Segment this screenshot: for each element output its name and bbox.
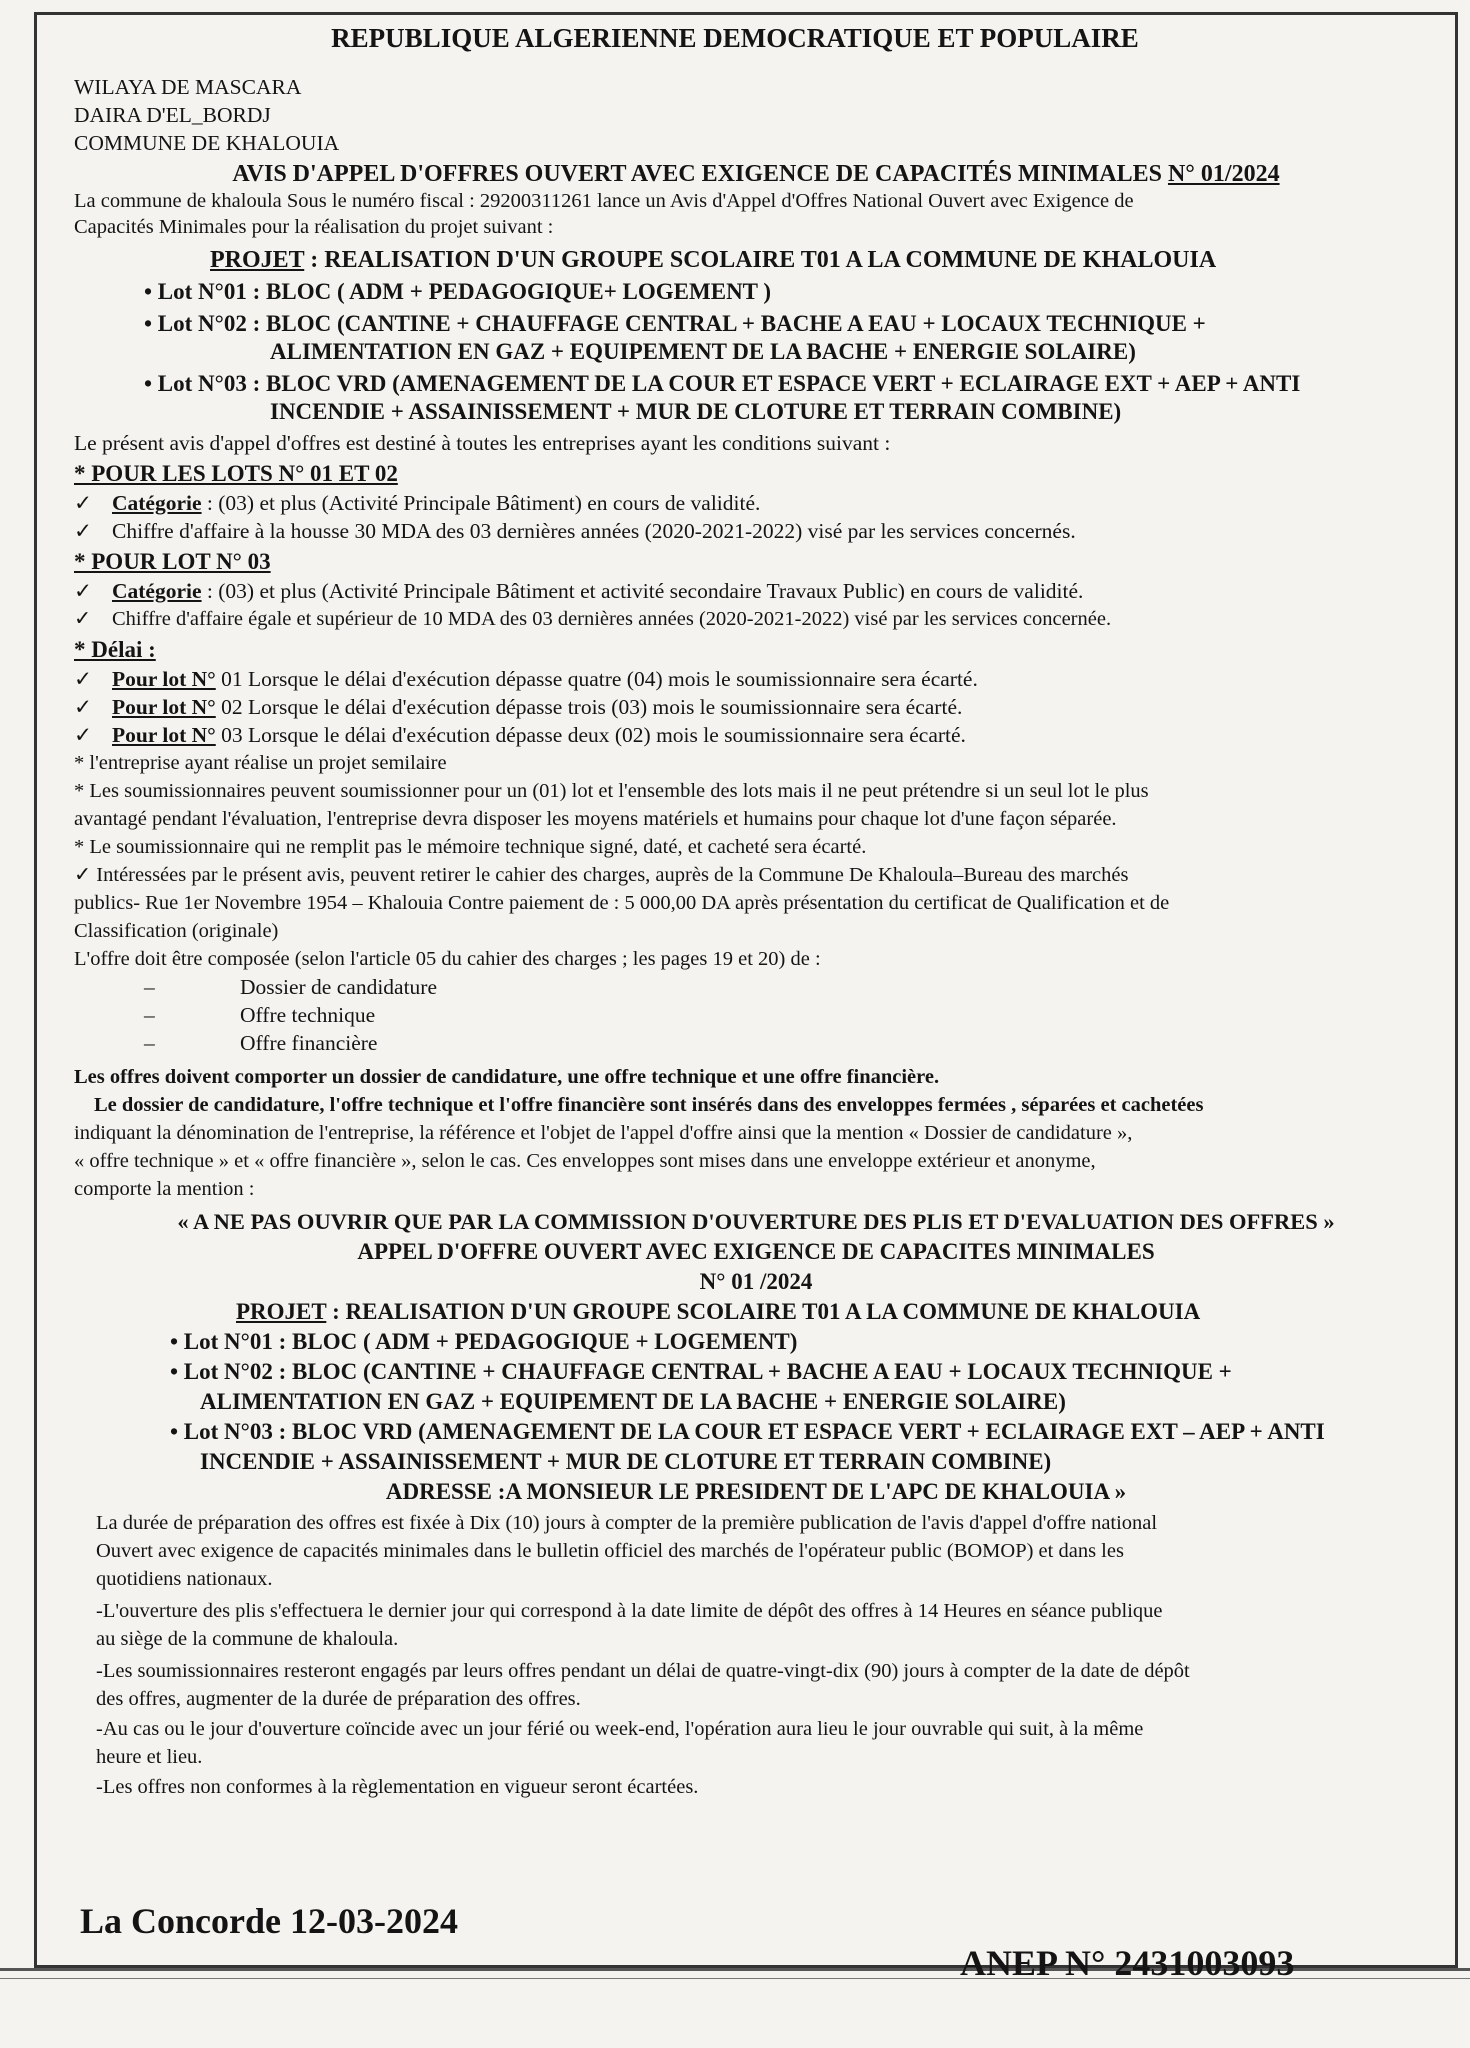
check-icon: ✓ [74,519,93,543]
lot-1: • Lot N°01 : BLOC ( ADM + PEDAGOGIQUE+ LOGEMENT ) [144,279,772,304]
envelope-line-3: N° 01 /2024 [699,1269,813,1294]
delai-item [74,722,1438,749]
offer-part-label: Dossier de candidature [240,975,438,999]
dash: – [144,975,155,999]
closing-line: -Les offres non conformes à la règlementation en vigueur seront écartées. [96,1776,699,1798]
delai-text: 03 Lorsque le délai d'exécution dépasse deux (02) mois le soumissionnaire sera écarté. [215,723,966,747]
delai-label: Pour lot N° [112,695,216,719]
category-label: Catégorie [112,579,202,603]
closing-line: -Au cas ou le jour d'ouverture coïncide avec un jour férié ou week-end, l'opération aura lieu le jour ouvrable qui suit, à la même [96,1718,1144,1740]
note: * Les soumissionnaires peuvent soumissionner pour un (01) lot et l'ensemble des lots mais il ne peut prétendre si un seul lot le plus [74,780,1149,802]
envelope-line-2: APPEL D'OFFRE OUVERT AVEC EXIGENCE DE CAPACITES MINIMALES [357,1239,1155,1264]
body-line: indiquant la dénomination de l'entreprise, la référence et l'objet de l'appel d'offre ainsi que la mention « Dossier de candidature », [74,1122,1133,1144]
condition-text: : (03) et plus (Activité Principale Bâtiment et activité secondaire Travaux Public) en cours de validité. [201,579,1084,603]
envelope-lot: • Lot N°02 : BLOC (CANTINE + CHAUFFAGE CENTRAL + BACHE A EAU + LOCAUX TECHNIQUE + [170,1359,1232,1384]
body-line: Les offres doivent comporter un dossier de candidature, une offre technique et une offre financière. [74,1066,940,1088]
check-icon: ✓ [74,723,93,747]
lot3-item [74,606,1438,633]
wilaya: WILAYA DE MASCARA [74,75,302,99]
offer-part [74,1002,1438,1029]
closing-line: Ouvert avec exigence de capacités minimales dans le bulletin officiel des marchés de l'opérateur public (BOMOP) et dans les [96,1540,1124,1562]
check-icon: ✓ [74,579,93,603]
condition-text: Chiffre d'affaire à la housse 30 MDA des 03 dernières années (2020-2021-2022) visé par les services concernés. [112,519,1076,543]
lot-2: • Lot N°02 : BLOC (CANTINE + CHAUFFAGE CENTRAL + BACHE A EAU + LOCAUX TECHNIQUE + [144,311,1206,336]
note: L'offre doit être composée (selon l'article 05 du cahier des charges ; les pages 19 et 20) de : [74,948,821,970]
closing-line: quotidiens nationaux. [96,1568,273,1590]
offer-part-label: Offre financière [240,1031,378,1055]
envelope-address: ADRESSE :A MONSIEUR LE PRESIDENT DE L'APC DE KHALOUIA » [385,1479,1127,1504]
envelope-lot-cont: ALIMENTATION EN GAZ + EQUIPEMENT DE LA BACHE + ENERGIE SOLAIRE) [200,1389,1066,1414]
project-label: PROJET [210,247,305,273]
notice-title [74,158,1438,190]
delai-label: Pour lot N° [112,667,216,691]
body-line: « offre technique » et « offre financière », selon le cas. Ces enveloppes sont mises dans une enveloppe extérieur et anonyme, [74,1150,1096,1172]
offer-part-label: Offre technique [240,1003,376,1027]
envelope-project-text: : REALISATION D'UN GROUPE SCOLAIRE T01 A LA COMMUNE DE KHALOUIA [326,1299,1201,1324]
closing-line: des offres, augmenter de la durée de préparation des offres. [96,1688,581,1710]
country-title: REPUBLIQUE ALGERIENNE DEMOCRATIQUE ET POPULAIRE [331,23,1139,53]
note: publics- Rue 1er Novembre 1954 – Khalouia Contre paiement de : 5 000,00 DA après présentation du certificat de Qualification et de [74,892,1170,914]
intro-line-2: Capacités Minimales pour la réalisation du projet suivant : [74,216,554,238]
closing-line: heure et lieu. [96,1746,203,1768]
lot3-heading: * POUR LOT N° 03 [74,549,271,574]
notice-number: N° 01/2024 [1167,161,1280,187]
daira: DAIRA D'EL_BORDJ [74,103,271,127]
delai-text: 02 Lorsque le délai d'exécution dépasse trois (03) mois le soumissionnaire sera écarté. [215,695,963,719]
body-line: comporte la mention : [74,1178,255,1200]
lots12-heading: * POUR LES LOTS N° 01 ET 02 [74,461,398,486]
note: Classification (originale) [74,920,279,942]
conditions-intro: Le présent avis d'appel d'offres est destiné à toutes les entreprises ayant les conditions suivant : [74,431,891,455]
offer-part [74,974,1438,1001]
closing-line: La durée de préparation des offres est fixée à Dix (10) jours à compter de la première publication de l'avis d'appel d'offre national [96,1512,1158,1534]
check-icon: ✓ [74,667,93,691]
envelope-lot-cont: INCENDIE + ASSAINISSEMENT + MUR DE CLOTURE ET TERRAIN COMBINE) [200,1449,1052,1474]
lot3-item [74,578,1438,605]
delai-label: Pour lot N° [112,723,216,747]
anep-number: ANEP N° 2431003093 [960,1943,1295,1983]
check-icon: ✓ [74,491,93,515]
delai-item [74,666,1438,693]
publication-date: La Concorde 12-03-2024 [60,1900,478,1942]
delai-text: 01 Lorsque le délai d'exécution dépasse quatre (04) mois le soumissionnaire sera écarté. [215,667,978,691]
closing-line: -Les soumissionnaires resteront engagés par leurs offres pendant un délai de quatre-vingt-dix (90) jours à compter de la date de dépôt [96,1660,1190,1682]
delai-item [74,694,1438,721]
project-text: : REALISATION D'UN GROUPE SCOLAIRE T01 A LA COMMUNE DE KHALOUIA [304,247,1217,273]
dash: – [144,1031,155,1055]
check-icon: ✓ [74,695,93,719]
envelope-line-1: « A NE PAS OUVRIR QUE PAR LA COMMISSION D'OUVERTURE DES PLIS ET D'EVALUATION DES OFFRES » [177,1209,1335,1234]
check-icon: ✓ [74,608,92,630]
note: avantagé pendant l'évaluation, l'entreprise devra disposer les moyens matériels et humains pour chaque lot d'une façon séparée. [74,808,1117,830]
intro-line-1: La commune de khaloula Sous le numéro fiscal : 29200311261 lance un Avis d'Appel d'Offres National Ouvert avec Exigence de [74,190,1134,212]
envelope-project-label: PROJET [236,1299,327,1324]
dash: – [144,1003,155,1027]
lot-2-cont: ALIMENTATION EN GAZ + EQUIPEMENT DE LA BACHE + ENERGIE SOLAIRE) [270,339,1136,364]
body-line: Le dossier de candidature, l'offre technique et l'offre financière sont insérés dans des enveloppes fermées , séparées et cachetées [94,1094,1204,1116]
notice-title-text: AVIS D'APPEL D'OFFRES OUVERT AVEC EXIGENCE DE CAPACITÉS MINIMALES [232,161,1168,187]
lot-3: • Lot N°03 : BLOC VRD (AMENAGEMENT DE LA COUR ET ESPACE VERT + ECLAIRAGE EXT + AEP + ANTI [144,371,1301,396]
envelope-project [236,1296,1438,1328]
project-title [210,244,1438,276]
note: * l'entreprise ayant réalise un projet semilaire [74,752,447,774]
closing-line: au siège de la commune de khaloula. [96,1628,399,1650]
offer-part [74,1030,1438,1057]
closing-line: -L'ouverture des plis s'effectuera le dernier jour qui correspond à la date limite de dépôt des offres à 14 Heures en séance publique [96,1600,1163,1622]
commune: COMMUNE DE KHALOUIA [74,131,340,155]
envelope-lot: • Lot N°03 : BLOC VRD (AMENAGEMENT DE LA COUR ET ESPACE VERT + ECLAIRAGE EXT – AEP + ANTI [170,1419,1325,1444]
category-label: Catégorie [112,491,202,515]
note: ✓ Intéressées par le présent avis, peuvent retirer le cahier des charges, auprès de la Commune De Khaloula–Bureau des marchés [74,864,1129,886]
condition-text: : (03) et plus (Activité Principale Bâtiment) en cours de validité. [201,491,761,515]
lots12-item [74,490,1438,517]
condition-text: Chiffre d'affaire égale et supérieur de 10 MDA des 03 dernières années (2020-2021-2022) visé par les services concernée. [112,608,1112,630]
envelope-lot: • Lot N°01 : BLOC ( ADM + PEDAGOGIQUE + LOGEMENT) [170,1329,798,1354]
lots12-item [74,518,1438,545]
lot-3-cont: INCENDIE + ASSAINISSEMENT + MUR DE CLOTURE ET TERRAIN COMBINE) [270,399,1122,424]
delai-heading: * Délai : [74,637,156,662]
note: * Le soumissionnaire qui ne remplit pas le mémoire technique signé, daté, et cacheté sera écarté. [74,836,867,858]
